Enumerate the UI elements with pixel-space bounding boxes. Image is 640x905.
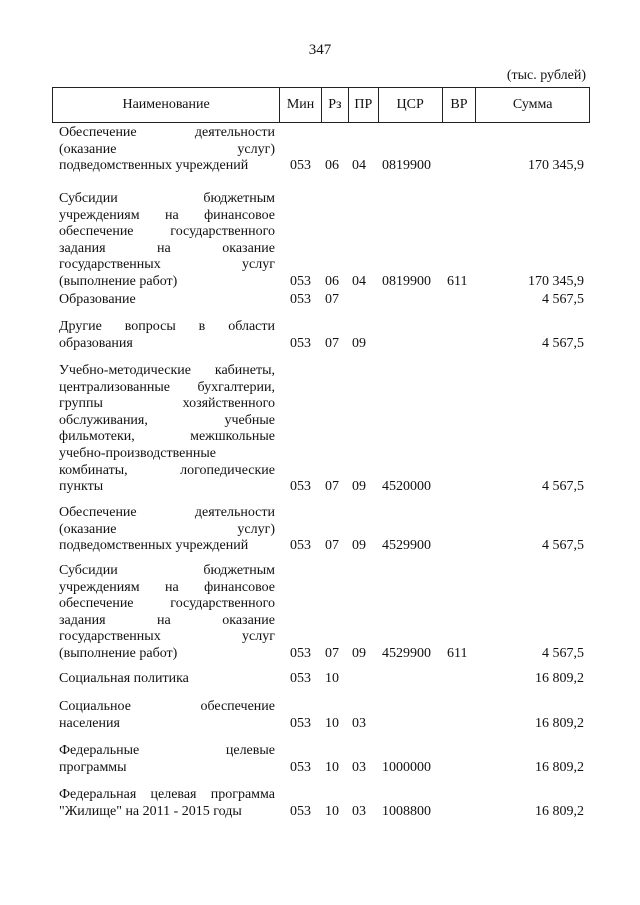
cell-pr: 04	[352, 274, 366, 289]
row-name-line: Другие вопросы в области	[59, 319, 275, 334]
table-row	[52, 319, 590, 352]
header-pr: ПР	[349, 88, 379, 122]
row-name-line: задания на оказание	[59, 240, 275, 256]
cell-sum: 170 345,9	[528, 274, 584, 289]
cell-pr: 09	[352, 646, 366, 661]
row-name	[59, 505, 275, 555]
cell-min: 053	[290, 274, 311, 289]
table-row	[52, 699, 590, 732]
cell-rz: 07	[325, 335, 339, 351]
cell-min: 053	[290, 803, 311, 819]
header-rz: Рз	[322, 88, 349, 122]
cell-rz: 10	[325, 671, 339, 686]
row-name-line: обслуживания, учебные	[59, 412, 275, 428]
page-number: 347	[308, 42, 332, 58]
row-name	[59, 191, 275, 291]
cell-pr: 03	[352, 803, 366, 819]
budget-table	[52, 87, 590, 819]
cell-sum: 4 567,5	[542, 292, 584, 307]
row-name-line: государственных услуг	[59, 629, 275, 645]
row-name-line: Субсидии бюджетным	[59, 563, 275, 578]
cell-vr: 611	[447, 274, 468, 289]
table-row	[52, 125, 590, 175]
table-row	[52, 743, 590, 776]
cell-rz: 06	[325, 274, 339, 289]
row-name-line: обеспечение государственного	[59, 596, 275, 612]
table-row	[52, 671, 590, 688]
row-name-line: обеспечение государственного	[59, 224, 275, 240]
cell-pr: 09	[352, 479, 366, 495]
table-row	[52, 563, 590, 663]
cell-csr: 1000000	[382, 759, 431, 775]
cell-rz: 07	[325, 292, 339, 307]
row-name-line: учреждениям на финансовое	[59, 207, 275, 223]
row-name-line: Социальное обеспечение	[59, 699, 275, 714]
row-name	[59, 363, 275, 496]
cell-sum: 4 567,5	[542, 538, 584, 554]
cell-pr: 03	[352, 759, 366, 775]
cell-rz: 06	[325, 158, 339, 174]
table-row	[52, 787, 590, 820]
cell-rz: 07	[325, 646, 339, 661]
cell-sum: 16 809,2	[535, 803, 584, 819]
cell-sum: 4 567,5	[542, 646, 584, 661]
cell-vr: 611	[447, 646, 468, 661]
cell-rz: 10	[325, 803, 339, 819]
cell-min: 053	[290, 335, 311, 351]
row-name-line: Социальная политика	[59, 671, 189, 686]
header-csr: ЦСР	[379, 88, 443, 122]
cell-pr: 09	[352, 335, 366, 351]
cell-min: 053	[290, 646, 311, 661]
row-name-line: Обеспечение деятельности	[59, 125, 275, 140]
row-name	[59, 292, 275, 309]
cell-rz: 10	[325, 715, 339, 731]
cell-pr: 04	[352, 158, 366, 174]
row-name-line: образования	[59, 335, 133, 351]
row-name-line: Учебно-методические кабинеты,	[59, 363, 275, 378]
cell-min: 053	[290, 715, 311, 731]
row-name-line: Федеральная целевая программа	[59, 787, 275, 802]
row-name	[59, 787, 275, 820]
header-vr: ВР	[443, 88, 477, 122]
header-min: Мин	[280, 88, 322, 122]
row-name-line: Обеспечение деятельности	[59, 505, 275, 520]
cell-min: 053	[290, 671, 311, 686]
row-name-line: (выполнение работ)	[59, 273, 178, 289]
row-name-line: населения	[59, 715, 120, 731]
table-row	[52, 191, 590, 291]
row-name-line: государственных услуг	[59, 257, 275, 273]
row-name-line: фильмотеки, межшкольные	[59, 429, 275, 445]
cell-rz: 07	[325, 538, 339, 554]
row-name-line: (выполнение работ)	[59, 645, 178, 661]
row-name	[59, 125, 275, 175]
cell-pr: 09	[352, 538, 366, 554]
cell-rz: 07	[325, 479, 339, 495]
cell-sum: 4 567,5	[542, 479, 584, 495]
row-name-line: учебно-производственные	[59, 445, 216, 461]
header-sum: Сумма	[512, 97, 553, 112]
cell-min: 053	[290, 292, 311, 307]
cell-sum: 16 809,2	[535, 759, 584, 775]
cell-min: 053	[290, 158, 311, 174]
row-name-line: (оказание услуг)	[59, 141, 275, 157]
row-name-line: комбинаты, логопедические	[59, 462, 275, 478]
cell-sum: 16 809,2	[535, 715, 584, 731]
cell-sum: 170 345,9	[528, 158, 584, 174]
row-name-line: подведомственных учреждений	[59, 538, 249, 554]
cell-sum: 4 567,5	[542, 335, 584, 351]
cell-rz: 10	[325, 759, 339, 775]
cell-csr: 0819900	[382, 274, 431, 289]
cell-csr: 0819900	[382, 158, 431, 174]
row-name-line: "Жилище" на 2011 - 2015 годы	[59, 803, 242, 819]
row-name	[59, 319, 275, 352]
row-name	[59, 671, 275, 688]
row-name-line: Федеральные целевые	[59, 743, 275, 758]
units-label: (тыс. рублей)	[506, 68, 586, 83]
row-name-line: группы хозяйственного	[59, 396, 275, 412]
row-name-line: задания на оказание	[59, 612, 275, 628]
row-name-line: программы	[59, 759, 127, 775]
cell-min: 053	[290, 479, 311, 495]
cell-sum: 16 809,2	[535, 671, 584, 686]
cell-csr: 1008800	[382, 803, 431, 819]
row-name	[59, 699, 275, 732]
table-row	[52, 505, 590, 555]
cell-csr: 4520000	[382, 479, 431, 495]
cell-csr: 4529900	[382, 538, 431, 554]
table-row	[52, 292, 590, 309]
row-name-line: Субсидии бюджетным	[59, 191, 275, 206]
cell-min: 053	[290, 759, 311, 775]
row-name-line: пункты	[59, 479, 104, 495]
row-name	[59, 563, 275, 663]
row-name-line: учреждениям на финансовое	[59, 579, 275, 595]
cell-pr: 03	[352, 715, 366, 731]
cell-min: 053	[290, 538, 311, 554]
row-name-line: Образование	[59, 292, 136, 307]
table-header	[52, 87, 590, 123]
table-row	[52, 363, 590, 496]
header-name: Наименование	[53, 88, 280, 122]
cell-csr: 4529900	[382, 646, 431, 661]
row-name	[59, 743, 275, 776]
row-name-line: централизованные бухгалтерии,	[59, 379, 275, 395]
row-name-line: подведомственных учреждений	[59, 158, 249, 174]
row-name-line: (оказание услуг)	[59, 521, 275, 537]
